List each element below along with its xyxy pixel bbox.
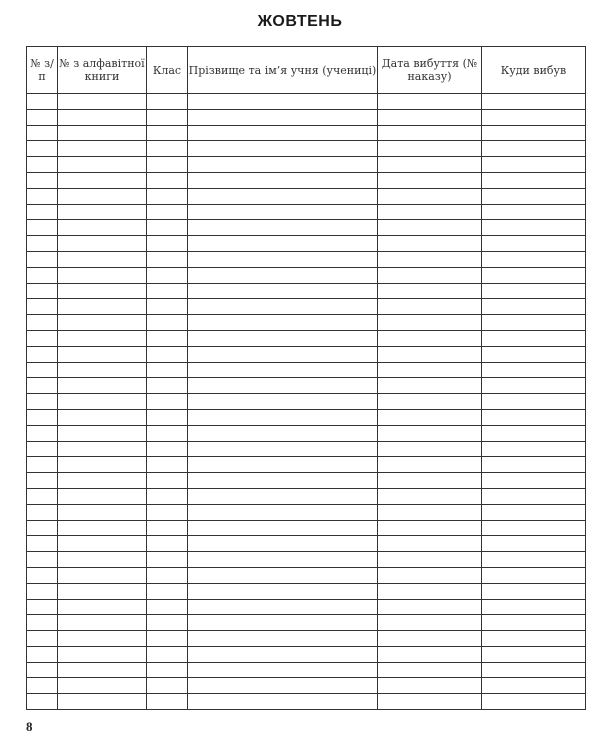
table-cell [147,536,188,552]
table-cell [378,362,482,378]
table-cell [482,251,586,267]
table-cell [378,552,482,568]
table-cell [58,204,147,220]
table-cell [27,488,58,504]
table-cell [147,94,188,110]
table-cell [482,172,586,188]
table-cell [482,141,586,157]
table-cell [188,457,378,473]
table-row [27,204,586,220]
table-cell [378,488,482,504]
table-cell [378,346,482,362]
table-row [27,504,586,520]
table-cell [27,583,58,599]
table-cell [378,125,482,141]
table-cell [58,441,147,457]
table-header-row [27,47,586,94]
table-cell [147,346,188,362]
table-cell [482,694,586,710]
table-cell [147,678,188,694]
table-cell [27,267,58,283]
table-cell [188,141,378,157]
table-cell [58,251,147,267]
table-cell [147,488,188,504]
table-row [27,236,586,252]
table-cell [27,394,58,410]
table-cell [378,694,482,710]
table-cell [188,251,378,267]
table-cell [188,441,378,457]
table-cell [482,346,586,362]
table-cell [27,504,58,520]
table-cell [378,678,482,694]
table-cell [482,425,586,441]
table-cell [27,125,58,141]
table-cell [27,457,58,473]
table-cell [147,394,188,410]
table-cell [482,504,586,520]
table-cell [27,172,58,188]
table-row [27,267,586,283]
table-cell [482,520,586,536]
table-cell [147,362,188,378]
table-cell [58,646,147,662]
table-cell [147,583,188,599]
table-cell [58,283,147,299]
table-cell [58,662,147,678]
table-cell [482,615,586,631]
table-cell [147,631,188,647]
table-row [27,172,586,188]
table-cell [378,567,482,583]
table-row [27,694,586,710]
table-cell [188,425,378,441]
table-cell [188,204,378,220]
table-row [27,488,586,504]
table-cell [27,425,58,441]
table-cell [378,172,482,188]
table-cell [188,267,378,283]
table-cell [482,678,586,694]
table-cell [147,409,188,425]
table-cell [147,694,188,710]
table-cell [27,283,58,299]
table-cell [147,315,188,331]
table-cell [58,315,147,331]
table-cell [378,583,482,599]
table-cell [188,378,378,394]
table-cell [27,109,58,125]
table-cell [378,473,482,489]
table-cell [58,346,147,362]
table-row [27,646,586,662]
table-cell [188,504,378,520]
table-row [27,220,586,236]
table-cell [147,204,188,220]
table-cell [27,552,58,568]
table-cell [147,457,188,473]
table-cell [147,188,188,204]
table-cell [27,678,58,694]
table-row [27,157,586,173]
table-cell [147,251,188,267]
table-row [27,409,586,425]
table-cell [378,109,482,125]
table-cell [58,378,147,394]
table-cell [188,520,378,536]
table-cell [482,362,586,378]
table-cell [58,583,147,599]
table-cell [58,615,147,631]
table-cell [58,536,147,552]
table-cell [147,504,188,520]
table-cell [482,299,586,315]
table-cell [378,330,482,346]
table-cell [27,330,58,346]
table-row [27,346,586,362]
table-cell [378,646,482,662]
column-header-alphabet-book-number: № з алфавітної книги [58,47,147,94]
table-cell [482,204,586,220]
table-cell [188,299,378,315]
table-cell [482,94,586,110]
table-cell [58,267,147,283]
table-cell [27,315,58,331]
table-cell [482,236,586,252]
table-cell [27,567,58,583]
table-cell [188,236,378,252]
table-cell [188,599,378,615]
table-cell [482,109,586,125]
table-cell [188,125,378,141]
table-cell [27,362,58,378]
table-cell [482,283,586,299]
table-row [27,473,586,489]
table-cell [188,536,378,552]
table-cell [58,236,147,252]
table-row [27,283,586,299]
column-header-departure-date: Дата вибуття (№ наказу) [378,47,482,94]
table-cell [147,520,188,536]
page-title: ЖОВТЕНЬ [257,13,343,30]
table-cell [147,220,188,236]
table-cell [482,267,586,283]
table-cell [27,157,58,173]
table-row [27,125,586,141]
table-cell [27,662,58,678]
table-cell [27,299,58,315]
table-cell [147,378,188,394]
table-cell [147,109,188,125]
table-row [27,567,586,583]
table-cell [58,125,147,141]
table-row [27,188,586,204]
table-cell [58,109,147,125]
table-row [27,299,586,315]
table-cell [27,346,58,362]
table-cell [147,283,188,299]
table-cell [482,473,586,489]
table-row [27,615,586,631]
table-cell [378,536,482,552]
table-cell [147,567,188,583]
table-cell [188,488,378,504]
table-row [27,425,586,441]
table-cell [58,330,147,346]
table-cell [147,441,188,457]
table-cell [482,188,586,204]
table-cell [27,251,58,267]
table-cell [482,599,586,615]
table-cell [27,236,58,252]
table-cell [27,615,58,631]
table-row [27,330,586,346]
table-row [27,362,586,378]
column-header-number: № з/п [27,47,58,94]
table-cell [378,315,482,331]
table-cell [482,536,586,552]
table-cell [147,646,188,662]
table-cell [378,251,482,267]
table-cell [147,172,188,188]
table-cell [27,473,58,489]
table-cell [378,236,482,252]
table-row [27,662,586,678]
table-cell [147,552,188,568]
table-cell [482,409,586,425]
table-cell [378,299,482,315]
table-cell [147,473,188,489]
table-cell [147,267,188,283]
table-cell [147,125,188,141]
table-cell [147,157,188,173]
table-cell [188,567,378,583]
table-cell [188,330,378,346]
table-cell [378,188,482,204]
table-cell [378,141,482,157]
table-cell [147,330,188,346]
table-cell [188,157,378,173]
page-number: 8 [26,719,33,734]
table-cell [58,299,147,315]
table-cell [147,236,188,252]
table-row [27,378,586,394]
column-header-destination: Куди вибув [482,47,586,94]
table-cell [58,631,147,647]
table-cell [378,394,482,410]
table-cell [27,204,58,220]
table-row [27,251,586,267]
table-cell [378,599,482,615]
departure-table [26,46,586,710]
table-cell [58,457,147,473]
table-cell [27,94,58,110]
table-cell [58,488,147,504]
table-row [27,94,586,110]
column-header-student-name: Прізвище та ім’я учня (учениці) [188,47,378,94]
table-cell [482,488,586,504]
table-row [27,315,586,331]
table-cell [58,694,147,710]
table-cell [58,172,147,188]
table-cell [58,678,147,694]
table-cell [378,267,482,283]
table-cell [188,315,378,331]
table-row [27,552,586,568]
table-cell [58,520,147,536]
table-cell [188,394,378,410]
table-cell [482,378,586,394]
table-cell [58,504,147,520]
table-cell [378,220,482,236]
table-cell [482,631,586,647]
table-cell [482,457,586,473]
table-cell [27,220,58,236]
table-cell [378,378,482,394]
table-cell [482,157,586,173]
table-cell [188,662,378,678]
table-cell [378,425,482,441]
table-row [27,394,586,410]
table-cell [58,362,147,378]
table-cell [378,204,482,220]
table-cell [378,631,482,647]
table-cell [378,283,482,299]
table-cell [147,425,188,441]
table-cell [482,441,586,457]
table-cell [27,378,58,394]
table-cell [27,188,58,204]
table-cell [27,141,58,157]
table-cell [378,504,482,520]
table-cell [188,346,378,362]
table-cell [147,615,188,631]
table-cell [58,552,147,568]
table-cell [482,567,586,583]
table-cell [188,694,378,710]
table-row [27,520,586,536]
table-cell [378,94,482,110]
table-cell [188,283,378,299]
table-cell [58,188,147,204]
table-cell [58,94,147,110]
table-cell [27,599,58,615]
table-cell [58,141,147,157]
table-cell [58,157,147,173]
table-row [27,109,586,125]
column-header-class: Клас [147,47,188,94]
table-cell [27,694,58,710]
table-cell [482,662,586,678]
table-cell [58,599,147,615]
table-cell [27,631,58,647]
table-cell [378,157,482,173]
table-row [27,441,586,457]
table-cell [188,188,378,204]
table-cell [188,409,378,425]
table-cell [147,599,188,615]
table-cell [58,473,147,489]
table-cell [378,441,482,457]
table-cell [147,141,188,157]
table-row [27,599,586,615]
table-cell [188,678,378,694]
table-row [27,678,586,694]
table-cell [58,409,147,425]
table-cell [188,220,378,236]
table-cell [378,520,482,536]
table-cell [482,394,586,410]
table-cell [482,583,586,599]
table-cell [27,441,58,457]
table-cell [378,615,482,631]
table-cell [58,567,147,583]
table-cell [58,394,147,410]
table-cell [188,473,378,489]
table-cell [378,457,482,473]
table-cell [188,631,378,647]
table-cell [27,646,58,662]
table-cell [482,315,586,331]
table-cell [188,172,378,188]
table-cell [147,662,188,678]
table-cell [27,520,58,536]
table-row [27,631,586,647]
table-cell [188,583,378,599]
table-cell [188,362,378,378]
table-cell [58,220,147,236]
table-row [27,536,586,552]
table-cell [27,409,58,425]
table-cell [188,646,378,662]
table-cell [188,615,378,631]
table-cell [482,552,586,568]
table-cell [378,409,482,425]
table-cell [188,94,378,110]
table-cell [188,109,378,125]
table-cell [188,552,378,568]
table-cell [482,220,586,236]
table-row [27,583,586,599]
table-row [27,141,586,157]
table-row [27,457,586,473]
table-cell [482,646,586,662]
table-cell [482,330,586,346]
table-cell [27,536,58,552]
table-cell [58,425,147,441]
table-cell [147,299,188,315]
table-cell [482,125,586,141]
table-cell [378,662,482,678]
